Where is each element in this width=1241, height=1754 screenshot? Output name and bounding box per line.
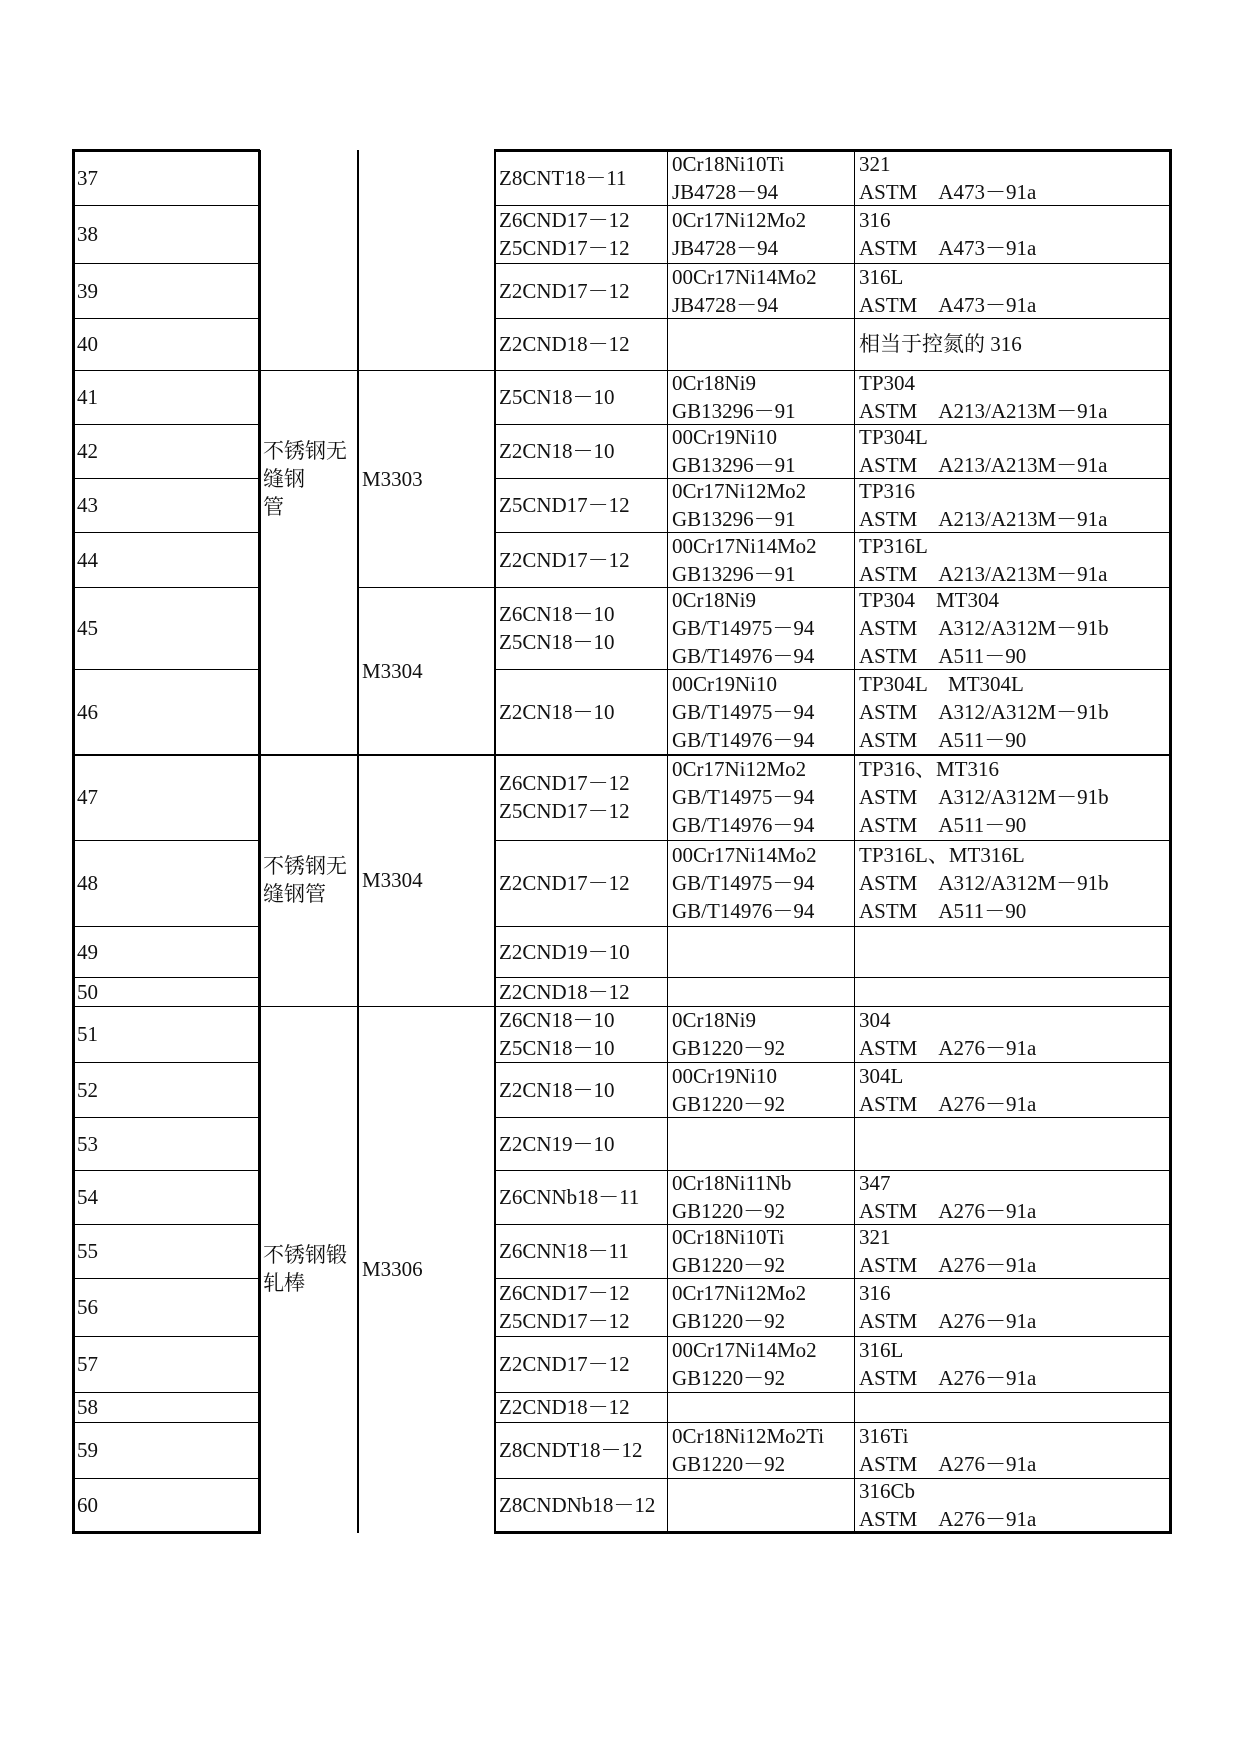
table-bottom-border-right [494, 1531, 1172, 1534]
row-divider [495, 1422, 1170, 1423]
us-standard-cell: TP316、MT316 ASTM A312/A312M－91b ASTM A511－90 [859, 757, 1109, 837]
us-standard-cell: 316L ASTM A276－91a [859, 1338, 1037, 1390]
china-standard-cell: 00Cr17Ni14Mo2 GB13296－91 [672, 533, 817, 586]
product-form-cell [259, 150, 358, 370]
row-divider [73, 587, 259, 588]
us-standard-cell: TP304L MT304L ASTM A312/A312M－91b ASTM A511－90 [859, 671, 1109, 752]
row-number-cell: 43 [77, 493, 98, 517]
row-divider [73, 1170, 259, 1171]
row-divider [73, 424, 259, 425]
us-standard-cell: 321 ASTM A276－91a [859, 1225, 1037, 1277]
china-standard-cell [668, 1392, 855, 1422]
china-standard-cell [668, 1117, 855, 1170]
col4-right-border [667, 150, 668, 1532]
us-standard-cell: TP304 ASTM A213/A213M－91a [859, 371, 1108, 423]
group-divider [259, 754, 495, 756]
rcc-grade-cell: Z2CND17－12 [499, 547, 630, 572]
rcc-grade-cell: Z2CND19－10 [499, 939, 630, 964]
china-standard-cell [668, 926, 855, 977]
rcc-grade-cell: Z2CND18－12 [499, 1395, 630, 1419]
row-number-cell: 41 [77, 385, 98, 409]
row-number-cell: 45 [77, 616, 98, 640]
row-divider [495, 1278, 1170, 1279]
row-number-cell: 50 [77, 979, 98, 1004]
row-divider [73, 532, 259, 533]
row-number-cell: 55 [77, 1239, 98, 1263]
product-form-cell: 不锈钢无 缝钢管 [263, 854, 347, 906]
col1-right-border [258, 150, 261, 1534]
row-divider [495, 1062, 1170, 1063]
row-divider [73, 1006, 259, 1007]
row-number-cell: 44 [77, 547, 98, 572]
row-divider [73, 370, 259, 371]
rcc-grade-cell: Z6CN18－10 Z5CN18－10 [499, 602, 615, 654]
table-top-border-right [494, 149, 1172, 152]
row-divider [495, 1117, 1170, 1118]
row-number-cell: 53 [77, 1131, 98, 1156]
us-standard-cell: 321 ASTM A473－91a [859, 151, 1037, 204]
rcc-grade-cell: Z5CN18－10 [499, 385, 615, 409]
rcc-grade-cell: Z2CND17－12 [499, 871, 630, 895]
row-divider [495, 669, 1170, 670]
row-number-cell: 46 [77, 699, 98, 724]
us-standard-cell: TP316L、MT316L ASTM A312/A312M－91b ASTM A511－90 [859, 843, 1109, 923]
row-divider [495, 478, 1170, 479]
us-standard-cell: TP316L ASTM A213/A213M－91a [859, 533, 1108, 586]
china-standard-cell: 0Cr17Ni12Mo2 GB1220－92 [672, 1281, 807, 1333]
table-right-border [1169, 149, 1172, 1534]
row-divider [495, 587, 1170, 588]
rcc-grade-cell: Z8CNDT18－12 [499, 1438, 643, 1462]
rcc-grade-cell: Z2CN19－10 [499, 1131, 615, 1156]
row-divider [73, 926, 259, 927]
row-divider [73, 977, 259, 978]
china-standard-cell: 00Cr17Ni14Mo2 JB4728－94 [672, 264, 817, 317]
row-number-cell: 58 [77, 1395, 98, 1419]
row-divider [495, 926, 1170, 927]
row-divider [495, 840, 1170, 841]
product-form-cell: 不锈钢无 缝钢 管 [263, 438, 347, 519]
china-standard-cell: 00Cr17Ni14Mo2 GB1220－92 [672, 1338, 817, 1390]
row-divider [73, 1224, 259, 1225]
us-standard-cell: 347 ASTM A276－91a [859, 1171, 1037, 1223]
row-number-cell: 56 [77, 1295, 98, 1319]
row-divider [495, 1224, 1170, 1225]
row-divider [495, 754, 1170, 756]
china-standard-cell: 00Cr19Ni10 GB1220－92 [672, 1063, 786, 1116]
us-standard-cell: 304 ASTM A276－91a [859, 1008, 1037, 1060]
china-standard-cell: 0Cr17Ni12Mo2 GB13296－91 [672, 479, 807, 531]
table-bottom-border-left [72, 1531, 260, 1534]
group-divider [259, 370, 495, 371]
row-divider [73, 1062, 259, 1063]
rcc-m-code-cell: M3304 [362, 658, 423, 683]
rcc-grade-cell: Z2CND18－12 [499, 979, 630, 1004]
china-standard-cell [668, 318, 855, 370]
row-divider [495, 263, 1170, 264]
row-divider [73, 1478, 259, 1479]
rcc-grade-cell: Z8CNT18－11 [499, 165, 627, 190]
row-number-cell: 48 [77, 871, 98, 895]
group-divider [358, 587, 495, 588]
china-standard-cell: 00Cr19Ni10 GB/T14975－94 GB/T14976－94 [672, 671, 815, 752]
rcc-grade-cell: Z6CNN18－11 [499, 1239, 629, 1263]
us-standard-cell: 316Cb ASTM A276－91a [859, 1479, 1037, 1531]
row-divider [495, 1006, 1170, 1007]
row-number-cell: 60 [77, 1493, 98, 1517]
rcc-grade-cell: Z6CNNb18－11 [499, 1185, 640, 1209]
us-standard-cell: TP304 MT304 ASTM A312/A312M－91b ASTM A511－90 [859, 588, 1109, 668]
us-standard-cell: TP316 ASTM A213/A213M－91a [859, 479, 1108, 531]
row-divider [73, 840, 259, 841]
china-standard-cell: 0Cr17Ni12Mo2 GB/T14975－94 GB/T14976－94 [672, 757, 815, 837]
row-divider [73, 1392, 259, 1393]
row-number-cell: 47 [77, 785, 98, 809]
row-divider [73, 1117, 259, 1118]
row-divider [495, 1478, 1170, 1479]
china-standard-cell: 00Cr19Ni10 GB13296－91 [672, 425, 796, 477]
us-standard-cell: 316L ASTM A473－91a [859, 264, 1037, 317]
china-standard-cell: 0Cr18Ni10Ti JB4728－94 [672, 151, 785, 204]
row-divider [73, 1422, 259, 1423]
row-number-cell: 42 [77, 439, 98, 463]
row-number-cell: 54 [77, 1185, 98, 1209]
row-divider [73, 1336, 259, 1337]
us-standard-cell [855, 926, 1170, 977]
us-standard-cell [855, 1117, 1170, 1170]
us-standard-cell [855, 977, 1170, 1006]
row-divider [495, 1392, 1170, 1393]
rcc-grade-cell: Z2CN18－10 [499, 1077, 615, 1102]
row-number-cell: 39 [77, 278, 98, 303]
rcc-m-code-cell: M3303 [362, 466, 423, 491]
rcc-grade-cell: Z8CNDNb18－12 [499, 1493, 656, 1517]
rcc-grade-cell: Z2CND17－12 [499, 278, 630, 303]
us-standard-cell: 304L ASTM A276－91a [859, 1063, 1037, 1116]
col2-right-border [357, 150, 359, 1533]
col5-right-border [854, 150, 855, 1532]
rcc-m-code-cell: M3304 [362, 868, 423, 892]
rcc-grade-cell: Z6CND17－12 Z5CND17－12 [499, 771, 630, 823]
row-number-cell: 57 [77, 1352, 98, 1376]
table-left-border [72, 149, 75, 1534]
row-divider [73, 1278, 259, 1279]
china-standard-cell: 0Cr18Ni10Ti GB1220－92 [672, 1225, 786, 1277]
us-standard-cell: 316 ASTM A276－91a [859, 1281, 1037, 1333]
row-divider [495, 370, 1170, 371]
row-divider [73, 669, 259, 670]
table-top-border-left [72, 149, 260, 152]
rcc-m-code-cell: M3306 [362, 1257, 423, 1281]
row-divider [73, 754, 259, 756]
row-number-cell: 51 [77, 1022, 98, 1046]
group-divider [259, 1006, 495, 1007]
china-standard-cell: 00Cr17Ni14Mo2 GB/T14975－94 GB/T14976－94 [672, 843, 817, 923]
rcc-grade-cell: Z5CND17－12 [499, 493, 630, 517]
china-standard-cell [668, 1478, 855, 1532]
row-divider [495, 318, 1170, 319]
us-standard-cell: 316Ti ASTM A276－91a [859, 1424, 1037, 1476]
row-divider [495, 205, 1170, 206]
rcc-grade-cell: Z2CND18－12 [499, 332, 630, 356]
rcc-grade-cell: Z6CN18－10 Z5CN18－10 [499, 1008, 615, 1060]
row-number-cell: 59 [77, 1438, 98, 1462]
us-standard-cell: 316 ASTM A473－91a [859, 208, 1037, 260]
china-standard-cell: 0Cr18Ni9 GB1220－92 [672, 1008, 786, 1060]
china-standard-cell: 0Cr17Ni12Mo2 JB4728－94 [672, 208, 807, 260]
rcc-grade-cell: Z2CN18－10 [499, 699, 615, 724]
rcc-m-code-cell [358, 150, 495, 370]
china-standard-cell: 0Cr18Ni12Mo2Ti GB1220－92 [672, 1424, 825, 1476]
rcc-grade-cell: Z2CN18－10 [499, 439, 615, 463]
us-standard-cell: 相当于控氮的 316 [859, 332, 1022, 356]
col4-left-border [494, 149, 496, 1534]
china-standard-cell: 0Cr18Ni11Nb GB1220－92 [672, 1171, 792, 1223]
row-number-cell: 37 [77, 165, 98, 190]
rcc-grade-cell: Z6CND17－12 Z5CND17－12 [499, 208, 630, 260]
china-standard-cell [668, 977, 855, 1006]
china-standard-cell: 0Cr18Ni9 GB/T14975－94 GB/T14976－94 [672, 588, 815, 668]
rcc-grade-cell: Z6CND17－12 Z5CND17－12 [499, 1281, 630, 1333]
row-divider [73, 205, 259, 206]
row-divider [73, 263, 259, 264]
product-form-cell: 不锈钢锻 轧棒 [263, 1243, 347, 1295]
row-divider [495, 1336, 1170, 1337]
rcc-grade-cell: Z2CND17－12 [499, 1352, 630, 1376]
us-standard-cell [855, 1392, 1170, 1422]
row-divider [495, 424, 1170, 425]
us-standard-cell: TP304L ASTM A213/A213M－91a [859, 425, 1108, 477]
row-number-cell: 52 [77, 1077, 98, 1102]
row-number-cell: 49 [77, 939, 98, 964]
row-number-cell: 40 [77, 332, 98, 356]
row-divider [495, 1170, 1170, 1171]
china-standard-cell: 0Cr18Ni9 GB13296－91 [672, 371, 796, 423]
row-divider [73, 318, 259, 319]
row-divider [495, 532, 1170, 533]
row-divider [73, 478, 259, 479]
row-divider [495, 977, 1170, 978]
row-number-cell: 38 [77, 222, 98, 246]
